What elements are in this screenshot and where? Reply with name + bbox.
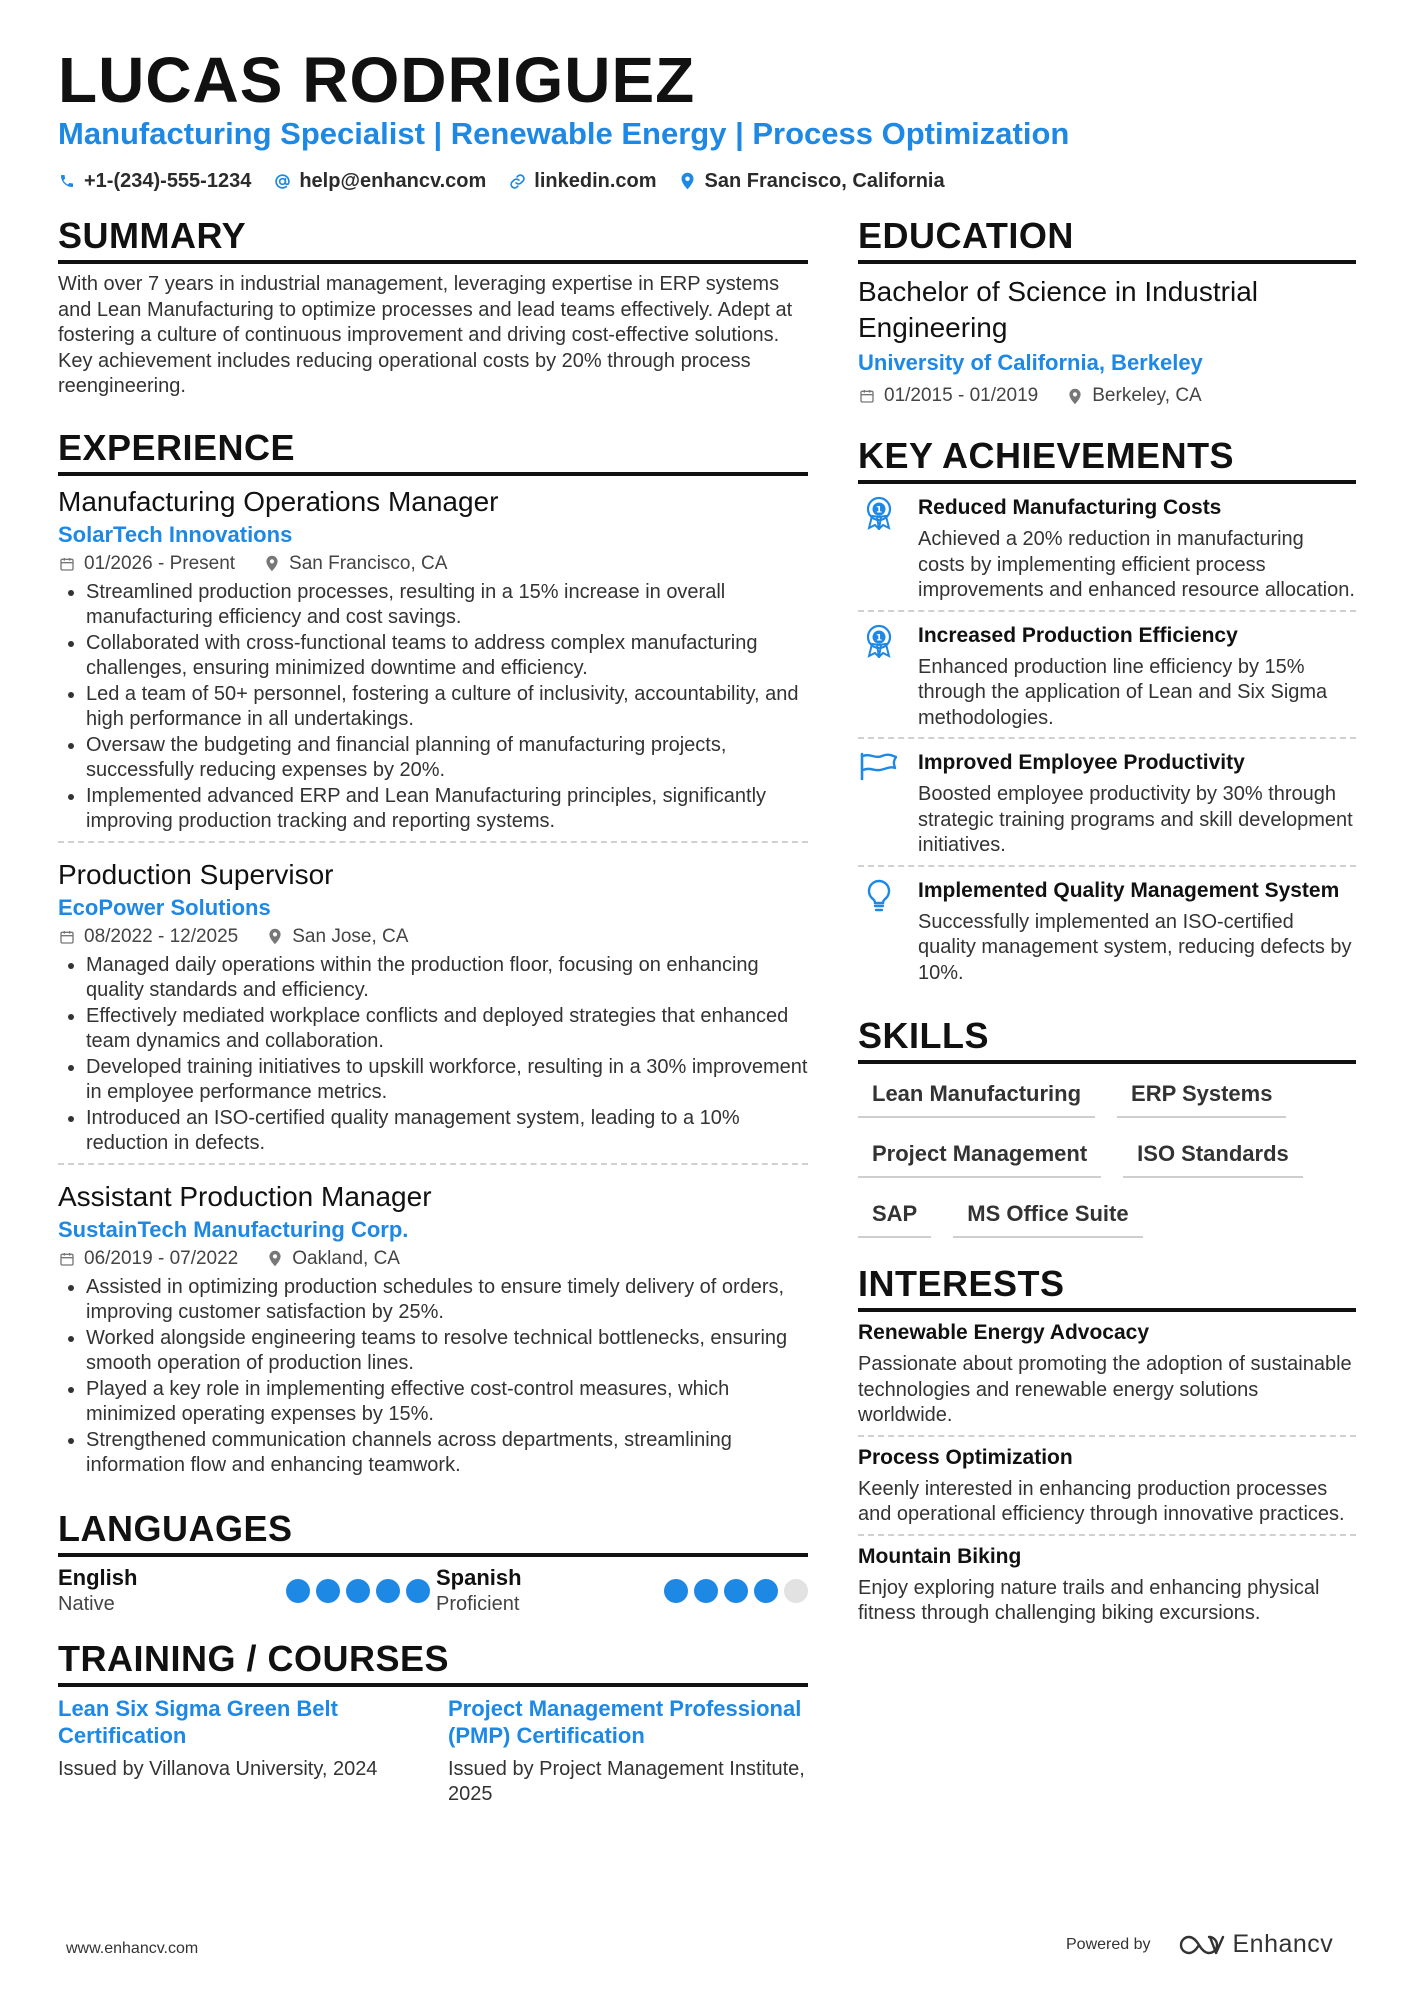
left-column xyxy=(58,214,808,1808)
svg-text:1: 1 xyxy=(875,505,883,516)
achievement-item xyxy=(858,865,1356,993)
languages-heading: LANGUAGES xyxy=(58,1507,808,1557)
skills-heading: SKILLS xyxy=(858,1014,1356,1064)
map-pin-icon xyxy=(1066,387,1084,405)
job-meta xyxy=(58,550,808,578)
training-section xyxy=(58,1637,808,1808)
map-pin-icon xyxy=(266,928,284,946)
achievements-heading: KEY ACHIEVEMENTS xyxy=(858,434,1356,484)
rating-dot-filled xyxy=(406,1579,430,1603)
interest-item xyxy=(858,1534,1356,1633)
achievement-title: Reduced Manufacturing Costs xyxy=(918,496,1222,519)
rating-dot-empty xyxy=(784,1579,808,1603)
interest-title: Mountain Biking xyxy=(858,1544,1022,1568)
skill-tag: MS Office Suite xyxy=(953,1198,1142,1238)
job-title: Assistant Production Manager xyxy=(58,1180,432,1212)
interest-desc: Passionate about promoting the adoption of sustainable technologies and renewable energy solutions worldwide. xyxy=(858,1353,1352,1426)
skill-tag: Lean Manufacturing xyxy=(858,1078,1095,1118)
interests-heading: INTERESTS xyxy=(858,1262,1356,1312)
language-rating xyxy=(664,1578,808,1604)
skill-tag: SAP xyxy=(858,1198,931,1238)
contact-phone[interactable] xyxy=(58,168,251,194)
contact-location xyxy=(679,168,945,194)
language-list xyxy=(58,1565,808,1617)
job-bullet: • Managed daily operations within the production floor, focusing on enhancing quality standards and efficiency. xyxy=(86,953,808,1004)
achievement-title: Implemented Quality Management System xyxy=(918,878,1340,902)
job-dates: 06/2019 - 07/2022 xyxy=(84,1247,239,1269)
footer-branding xyxy=(1066,1930,1333,1959)
rating-dot-filled xyxy=(724,1579,748,1603)
job-bullet: • Introduced an ISO-certified quality management system, leading to a 10% reduction in defects. xyxy=(86,1106,808,1157)
summary-heading: SUMMARY xyxy=(58,214,808,264)
job-location: San Francisco, CA xyxy=(289,552,448,574)
rating-dot-filled xyxy=(286,1579,310,1603)
language-item xyxy=(436,1565,808,1617)
at-icon xyxy=(273,172,291,190)
map-pin-icon xyxy=(266,1250,284,1268)
summary-text: With over 7 years in industrial management, leveraging expertise in ERP systems and Lean Manufacturing to optimize processes and lead teams effectively. Adept at fostering a culture of continuous improvement and driving cost-effective solutions. Key achievement includes reducing operational costs by 20% through process reengineering. xyxy=(58,273,793,397)
calendar-icon xyxy=(58,928,76,946)
job-meta xyxy=(58,923,808,951)
map-pin-icon xyxy=(263,555,281,573)
job-bullets xyxy=(58,1275,808,1479)
languages-section xyxy=(58,1507,808,1617)
job-bullet: • Played a key role in implementing effective cost-control measures, which minimized operating expenses by 15%. xyxy=(86,1377,808,1428)
job-location: San Jose, CA xyxy=(292,925,409,947)
footer-website[interactable]: www.enhancv.com xyxy=(66,1940,199,1957)
course-desc: Issued by Project Management Institute, 2025 xyxy=(448,1757,805,1805)
rating-dot-filled xyxy=(664,1579,688,1603)
contact-bar xyxy=(58,168,945,194)
language-item xyxy=(58,1565,430,1617)
skill-tag: Project Management xyxy=(858,1138,1101,1178)
job-bullets xyxy=(58,580,808,835)
experience-heading: EXPERIENCE xyxy=(58,426,808,476)
course-item xyxy=(448,1695,808,1808)
phone-text: +1-(234)-555-1234 xyxy=(84,170,252,192)
company-name: SustainTech Manufacturing Corp. xyxy=(58,1216,409,1242)
contact-linkedin[interactable] xyxy=(508,168,656,194)
experience-section xyxy=(58,426,808,1485)
rating-dot-filled xyxy=(754,1579,778,1603)
interest-desc: Keenly interested in enhancing production processes and operational efficiency through innovative practices. xyxy=(858,1477,1345,1525)
education-location: Berkeley, CA xyxy=(1092,385,1202,406)
achievement-title: Improved Employee Productivity xyxy=(918,751,1245,774)
course-title: Lean Six Sigma Green Belt Certification xyxy=(58,1695,338,1748)
contact-email[interactable] xyxy=(273,168,486,194)
job-bullets xyxy=(58,953,808,1157)
job-bullet: • Led a team of 50+ personnel, fostering a culture of inclusivity, accountability, and high performance in all undertakings. xyxy=(86,682,808,733)
interest-desc: Enjoy exploring nature trails and enhancing physical fitness through challenging biking excursions. xyxy=(858,1576,1320,1624)
school-name: University of California, Berkeley xyxy=(858,350,1203,375)
job-bullet: • Collaborated with cross-functional teams to address complex manufacturing challenges, ensuring minimized downtime and efficiency. xyxy=(86,631,808,682)
skill-tag: ISO Standards xyxy=(1123,1138,1303,1178)
interest-item xyxy=(858,1435,1356,1534)
map-pin-icon xyxy=(679,172,697,190)
job-bullet: • Effectively mediated workplace conflicts and deployed strategies that enhanced team dynamics and collaboration. xyxy=(86,1004,808,1055)
job-title: Production Supervisor xyxy=(58,858,334,890)
award-icon xyxy=(858,622,900,732)
achievement-item xyxy=(858,610,1356,738)
course-item xyxy=(58,1695,418,1808)
phone-icon xyxy=(58,172,76,190)
rating-dot-filled xyxy=(376,1579,400,1603)
job-entry xyxy=(58,484,808,841)
education-meta xyxy=(858,382,1356,410)
interest-title: Process Optimization xyxy=(858,1445,1073,1469)
right-column xyxy=(858,214,1356,1633)
lightbulb-icon xyxy=(858,877,900,987)
achievement-desc: Enhanced production line efficiency by 15% through the application of Lean and Six Sigma methodologies. xyxy=(918,655,1328,729)
training-heading: TRAINING / COURSES xyxy=(58,1637,808,1687)
course-desc: Issued by Villanova University, 2024 xyxy=(58,1757,378,1780)
interests-section xyxy=(858,1262,1356,1633)
language-level: Proficient xyxy=(436,1592,520,1615)
rating-dot-filled xyxy=(694,1579,718,1603)
calendar-icon xyxy=(58,1250,76,1268)
course-title: Project Management Professional (PMP) Certification xyxy=(448,1695,802,1748)
calendar-icon xyxy=(58,555,76,573)
svg-text:1: 1 xyxy=(875,633,883,643)
linkedin-text: linkedin.com xyxy=(534,170,657,192)
calendar-icon xyxy=(858,387,876,405)
course-list xyxy=(58,1695,808,1808)
job-bullet: • Oversaw the budgeting and financial planning of manufacturing projects, successfully reducing expenses by 20%. xyxy=(86,733,808,784)
enhancv-logo-icon xyxy=(1179,1933,1225,1957)
candidate-name: LUCAS RODRIGUEZ xyxy=(58,44,696,116)
education-heading: EDUCATION xyxy=(858,214,1356,264)
interest-title: Renewable Energy Advocacy xyxy=(858,1321,1150,1344)
job-meta xyxy=(58,1245,808,1273)
summary-section xyxy=(58,214,808,400)
degree: Bachelor of Science in Industrial Engineering xyxy=(858,276,1258,343)
language-level: Native xyxy=(58,1592,115,1615)
email-text: help@enhancv.com xyxy=(299,170,487,192)
achievement-title: Increased Production Efficiency xyxy=(918,623,1238,647)
job-bullet: • Worked alongside engineering teams to resolve technical bottlenecks, ensuring smooth operation of production lines. xyxy=(86,1326,808,1377)
achievement-desc: Boosted employee productivity by 30% through strategic training programs and skill development initiatives. xyxy=(918,783,1353,856)
rating-dot-filled xyxy=(346,1579,370,1603)
language-name: English xyxy=(58,1564,138,1590)
skills-section xyxy=(858,1014,1356,1238)
job-dates: 01/2026 - Present xyxy=(84,552,236,574)
skill-list xyxy=(858,1078,1356,1238)
powered-by-text: Powered by xyxy=(1066,1935,1151,1953)
company-name: SolarTech Innovations xyxy=(58,521,293,547)
job-bullet: • Developed training initiatives to upskill workforce, resulting in a 30% improvement in employee performance metrics. xyxy=(86,1055,808,1106)
candidate-tagline: Manufacturing Specialist | Renewable Energy | Process Optimization xyxy=(58,116,1070,151)
job-bullet: • Assisted in optimizing production schedules to ensure timely delivery of orders, improving customer satisfaction by 25%. xyxy=(86,1275,808,1326)
education-dates: 01/2015 - 01/2019 xyxy=(884,385,1039,406)
location-text: San Francisco, California xyxy=(704,170,945,192)
achievements-section xyxy=(858,434,1356,992)
achievement-item xyxy=(858,484,1356,610)
rating-dot-filled xyxy=(316,1579,340,1603)
job-title: Manufacturing Operations Manager xyxy=(58,485,499,517)
job-entry xyxy=(58,1163,808,1485)
company-name: EcoPower Solutions xyxy=(58,894,271,920)
language-rating xyxy=(286,1578,430,1604)
language-name: Spanish xyxy=(436,1564,522,1590)
brand-name: Enhancv xyxy=(1232,1930,1334,1958)
achievement-desc: Successfully implemented an ISO-certified quality management system, reducing defects by 10%. xyxy=(918,910,1352,984)
award-icon xyxy=(858,494,900,604)
job-bullet: • Implemented advanced ERP and Lean Manufacturing principles, significantly improving production tracking and reporting systems. xyxy=(86,784,808,835)
job-location: Oakland, CA xyxy=(292,1247,400,1269)
education-section xyxy=(858,214,1356,410)
brand-logo[interactable] xyxy=(1179,1930,1334,1959)
job-bullet: • Streamlined production processes, resulting in a 15% increase in overall manufacturing efficiency and cost savings. xyxy=(86,580,808,631)
job-bullet: • Strengthened communication channels across departments, streamlining information flow and enhancing teamwork. xyxy=(86,1428,808,1479)
achievement-desc: Achieved a 20% reduction in manufacturing costs by implementing efficient process improvements and enhanced resource allocation. xyxy=(918,528,1355,601)
job-entry xyxy=(58,841,808,1163)
achievement-item xyxy=(858,737,1356,865)
flag-icon xyxy=(858,749,900,859)
link-icon xyxy=(508,172,526,190)
interest-item xyxy=(858,1312,1356,1435)
skill-tag: ERP Systems xyxy=(1117,1078,1286,1118)
job-dates: 08/2022 - 12/2025 xyxy=(84,925,239,947)
